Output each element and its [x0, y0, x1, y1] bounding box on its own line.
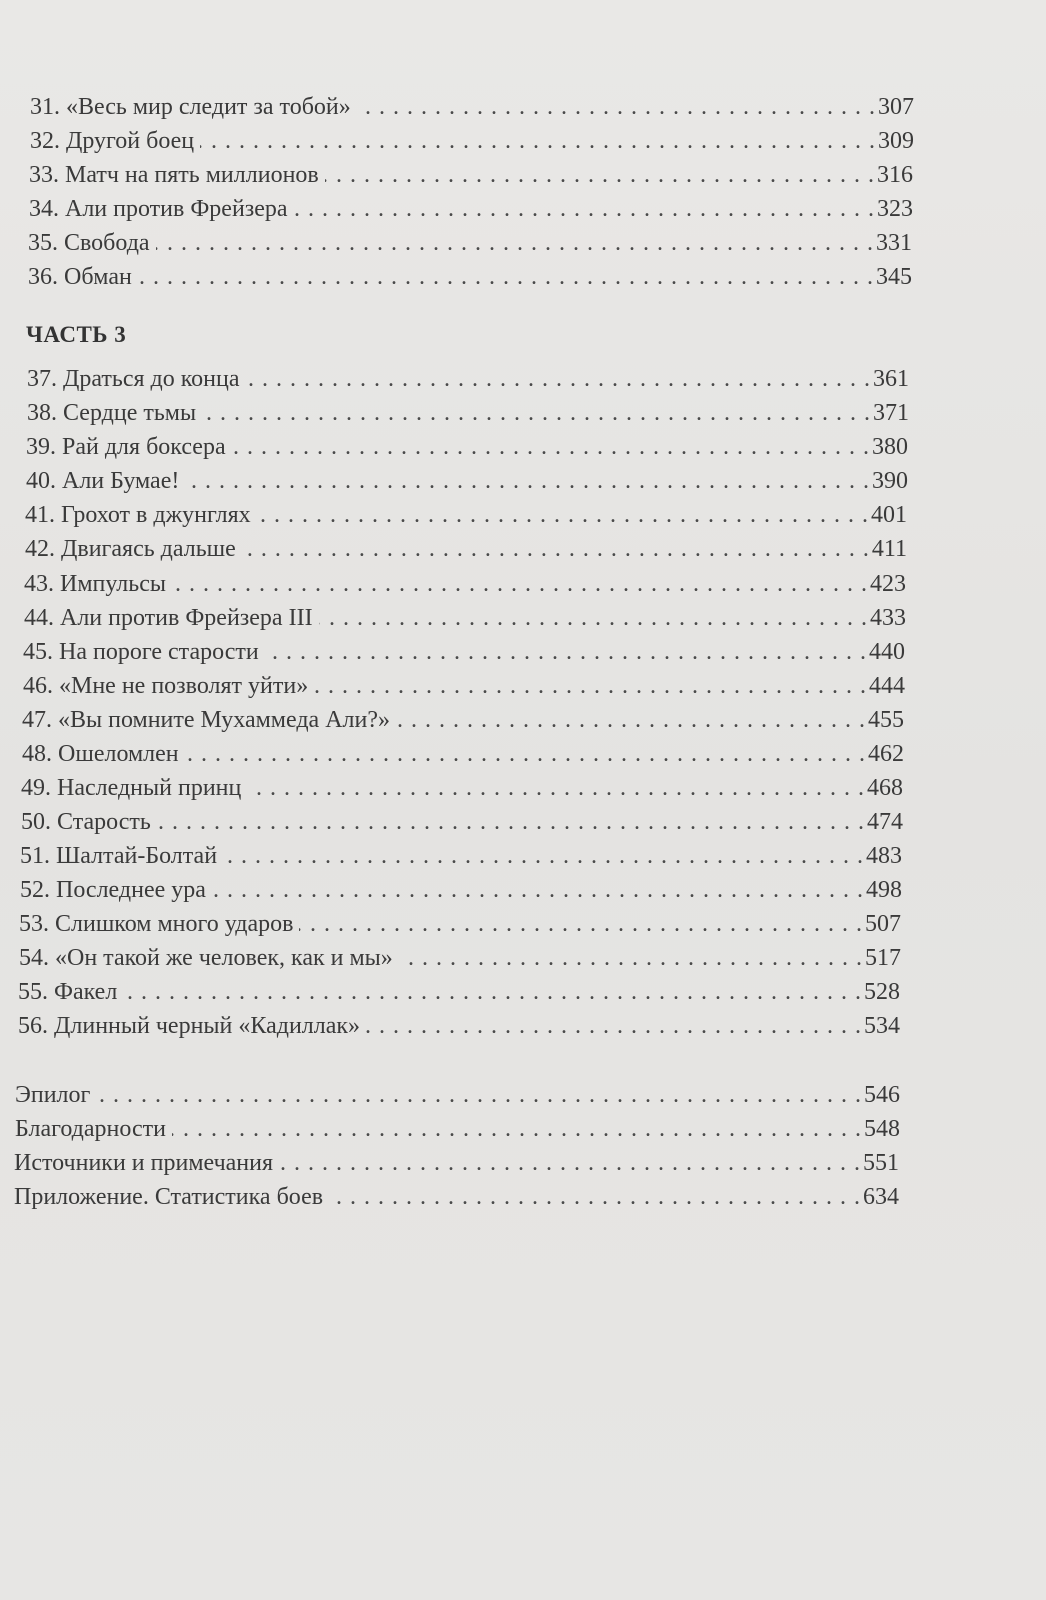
toc-entry-page: 309 [878, 128, 914, 154]
dot-leader [223, 841, 864, 871]
toc-entry-page: 323 [877, 196, 913, 222]
toc-entry-page: 462 [868, 741, 904, 767]
dot-leader [366, 1011, 862, 1041]
toc-entry [29, 156, 913, 190]
dot-leader [247, 773, 865, 803]
toc-entry-page: 380 [872, 434, 908, 460]
toc-entry-page: 371 [873, 400, 909, 426]
toc-entry [25, 496, 907, 530]
toc-entry [14, 1144, 899, 1178]
toc-entry [25, 530, 907, 564]
toc-entry-title: 42. Двигаясь дальше [25, 536, 236, 562]
dot-leader [138, 262, 874, 292]
dot-leader [325, 160, 875, 190]
toc-entry-page: 551 [863, 1150, 899, 1176]
toc-entry [18, 1007, 900, 1041]
toc-entry [27, 360, 909, 394]
toc-entry [23, 667, 905, 701]
toc-entry [15, 1076, 900, 1110]
dot-leader [185, 466, 870, 496]
toc-entry [15, 1110, 900, 1144]
toc-entry-page: 474 [867, 809, 903, 835]
dot-leader [279, 1148, 861, 1178]
toc-entry [23, 633, 905, 667]
dot-leader [329, 1182, 861, 1212]
dot-leader [299, 909, 863, 939]
toc-entry [22, 735, 904, 769]
dot-leader [396, 705, 866, 735]
toc-entry-title: 47. «Вы помните Мухаммеда Али?» [22, 707, 390, 733]
toc-entry [19, 905, 901, 939]
toc-entry-title: 39. Рай для боксера [26, 434, 226, 460]
toc-entry-title: 38. Сердце тьмы [27, 400, 197, 426]
dot-leader [156, 228, 874, 258]
toc-entry [21, 769, 903, 803]
dot-leader [172, 569, 868, 599]
toc-entry [28, 258, 912, 292]
toc-entry-title: 53. Слишком много ударов [19, 911, 294, 937]
toc-entry [20, 837, 902, 871]
toc-entry-page: 345 [876, 264, 912, 290]
toc-entry-title: Благодарности [15, 1116, 166, 1142]
toc-entry-title: 48. Ошеломлен [22, 741, 179, 767]
toc-entry-page: 361 [873, 366, 909, 392]
toc-entry-page: 440 [869, 639, 905, 665]
toc-entry-page: 411 [871, 536, 907, 562]
toc-entry-title: 50. Старость [21, 809, 151, 835]
toc-entry-page: 444 [869, 673, 905, 699]
toc-entry-title: 55. Факел [18, 979, 118, 1005]
toc-entry-page: 423 [870, 571, 906, 597]
dot-leader [314, 671, 867, 701]
toc-entry [22, 701, 904, 735]
toc-entry [27, 394, 909, 428]
toc-entry-title: 52. Последнее ура [20, 877, 206, 903]
toc-entry-title: 44. Али против Фрейзера III [24, 605, 313, 631]
dot-leader [172, 1114, 862, 1144]
toc-entry-page: 498 [866, 877, 902, 903]
toc-entry-page: 483 [866, 843, 902, 869]
dot-leader [212, 875, 864, 905]
toc-entry [24, 599, 906, 633]
dot-leader [242, 534, 870, 564]
toc-entry-title: 35. Свобода [28, 230, 150, 256]
dot-leader [232, 432, 870, 462]
toc-entry [18, 973, 900, 1007]
toc-entry-title: 36. Обман [28, 264, 132, 290]
dot-leader [357, 92, 876, 122]
toc-entry [30, 88, 914, 122]
toc-entry-page: 534 [864, 1013, 900, 1039]
dot-leader [294, 194, 875, 224]
toc-entry-page: 546 [864, 1082, 900, 1108]
toc-entry-page: 455 [868, 707, 904, 733]
toc-entry-title: 49. Наследный принц [21, 775, 242, 801]
toc-entry-page: 433 [870, 605, 906, 631]
toc-entry [20, 871, 902, 905]
toc-entry-page: 548 [864, 1116, 900, 1142]
dot-leader [257, 500, 869, 530]
toc-entry-page: 307 [878, 94, 914, 120]
toc-entry-title: 56. Длинный черный «Кадиллак» [18, 1013, 361, 1039]
dot-leader [96, 1080, 862, 1110]
toc-entry-title: 43. Импульсы [24, 571, 167, 597]
dot-leader [319, 603, 868, 633]
toc-entry-page: 390 [872, 468, 908, 494]
dot-leader [265, 637, 867, 667]
part-heading: ЧАСТЬ 3 [26, 322, 127, 347]
toc-entry-title: 40. Али Бумае! [26, 468, 180, 494]
dot-leader [185, 739, 866, 769]
toc-entry [30, 122, 914, 156]
toc-entry-title: 32. Другой боец [30, 128, 195, 154]
toc-entry-title: 46. «Мне не позволят уйти» [23, 673, 309, 699]
toc-entry-title: 37. Драться до конца [27, 366, 240, 392]
toc-entry [26, 462, 908, 496]
toc-entry [14, 1178, 899, 1212]
toc-entry-title: Источники и примечания [14, 1150, 274, 1176]
toc-entry-title: 51. Шалтай-Болтай [20, 843, 218, 869]
dot-leader [246, 364, 871, 394]
toc-entry [28, 224, 912, 258]
toc-entry-page: 507 [865, 911, 901, 937]
toc-entry-page: 316 [877, 162, 913, 188]
toc-entry-page: 468 [867, 775, 903, 801]
toc-entry-title: 33. Матч на пять миллионов [29, 162, 319, 188]
toc-entry [24, 565, 906, 599]
toc-entry-title: Приложение. Статистика боев [14, 1184, 324, 1210]
toc-entry [26, 428, 908, 462]
toc-entry-page: 517 [865, 945, 901, 971]
toc-entry-page: 331 [876, 230, 912, 256]
toc-entry [19, 939, 901, 973]
toc-entry-page: 634 [863, 1184, 899, 1210]
toc-entry-title: 54. «Он такой же человек, как и мы» [19, 945, 393, 971]
toc-entry-page: 401 [871, 502, 907, 528]
toc-entry-title: Эпилог [15, 1082, 91, 1108]
toc-entry-page: 528 [864, 979, 900, 1005]
toc-entry [29, 190, 913, 224]
dot-leader [202, 398, 871, 428]
toc-entry-title: 45. На пороге старости [23, 639, 259, 665]
toc-entry-title: 34. Али против Фрейзера [29, 196, 288, 222]
dot-leader [157, 807, 865, 837]
toc-entry [21, 803, 903, 837]
dot-leader [200, 126, 876, 156]
toc-entry-title: 31. «Весь мир следит за тобой» [30, 94, 351, 120]
dot-leader [399, 943, 863, 973]
dot-leader [123, 977, 862, 1007]
toc-entry-title: 41. Грохот в джунглях [25, 502, 251, 528]
